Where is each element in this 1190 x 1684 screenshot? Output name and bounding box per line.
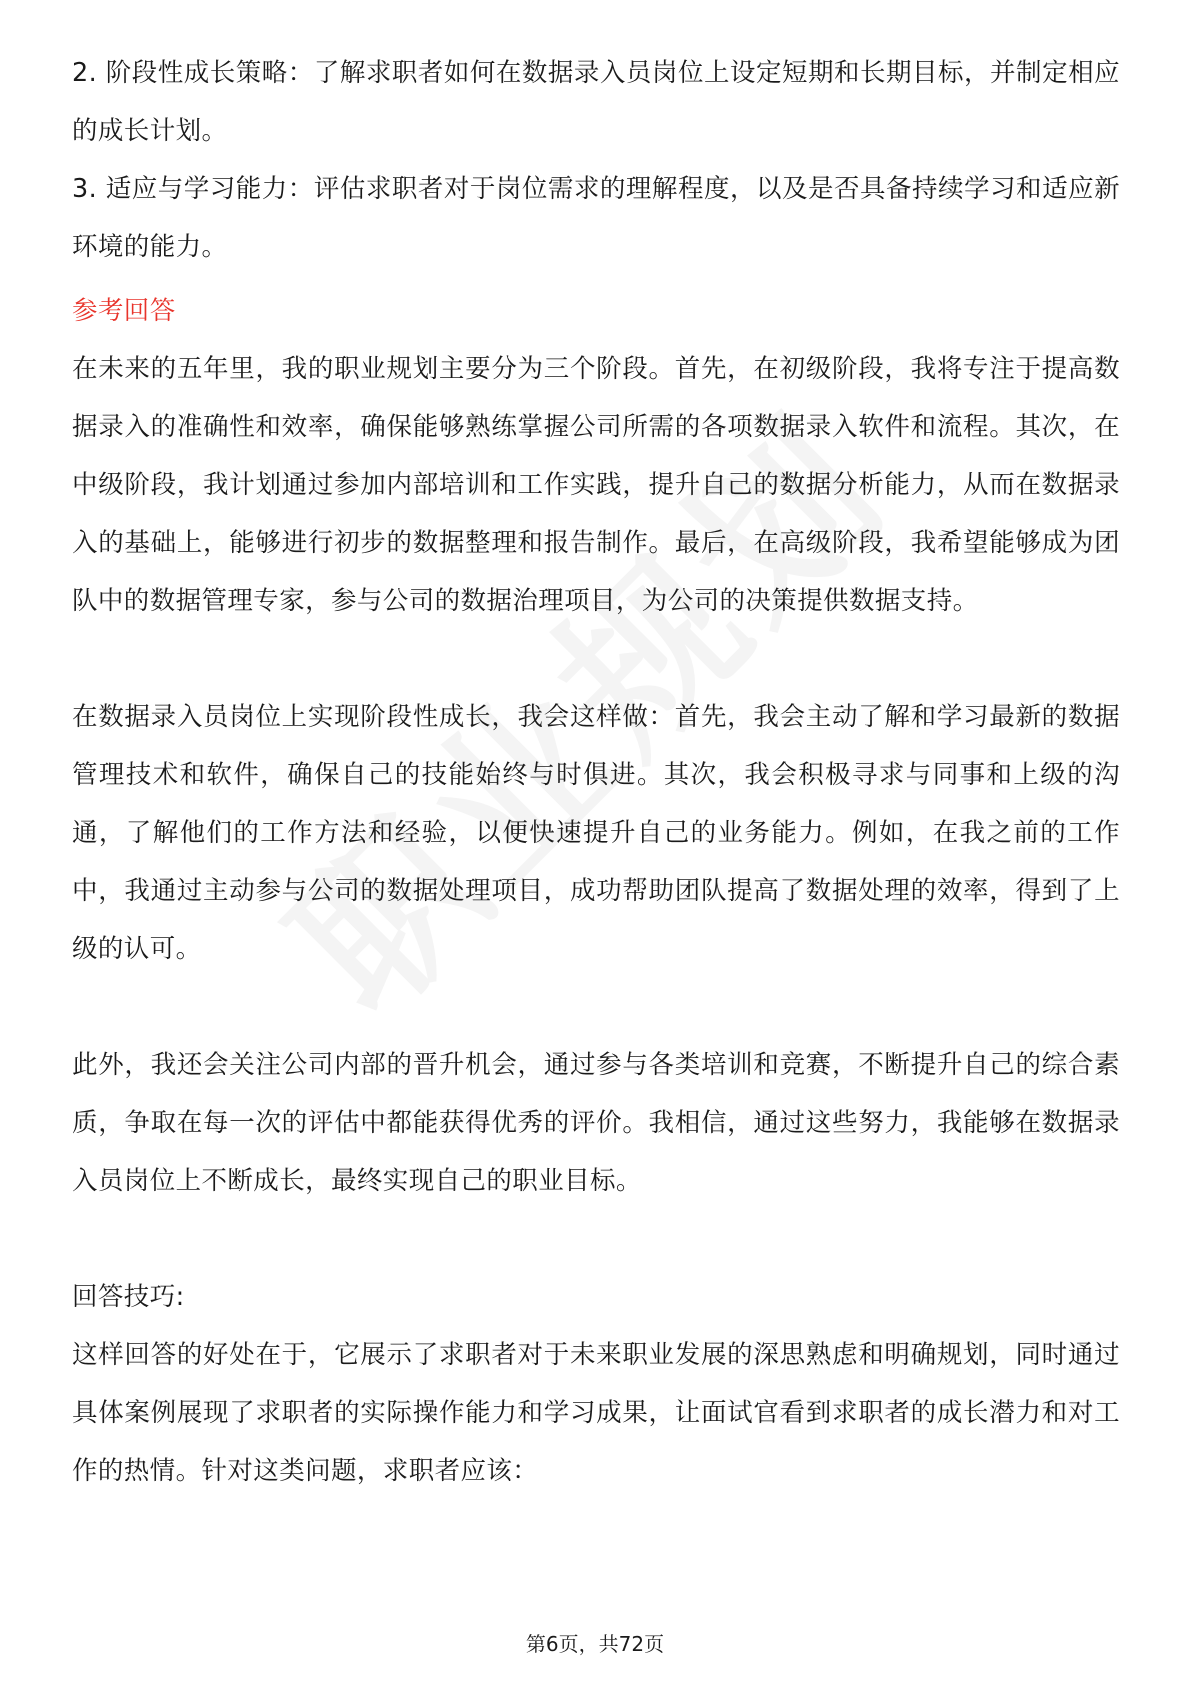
paragraph-gap: [72, 978, 1120, 1036]
answer-paragraph-3: 此外，我还会关注公司内部的晋升机会，通过参与各类培训和竞赛，不断提升自己的综合素质，争取在每一次的评估中都能获得优秀的评价。我相信，通过这些努力，我能够在数据录入员岗位上不断成长，最终实现自己的职业目标。: [72, 1050, 1120, 1196]
tips-title: 回答技巧:: [72, 1282, 185, 1312]
paragraph-gap: [72, 1210, 1120, 1268]
paragraph-gap: [72, 630, 1120, 688]
answer-paragraph-1: 在未来的五年里，我的职业规划主要分为三个阶段。首先，在初级阶段，我将专注于提高数据录入的准确性和效率，确保能够熟练掌握公司所需的各项数据录入软件和流程。其次，在中级阶段，我计划通过参加内部培训和工作实践，提升自己的数据分析能力，从而在数据录入的基础上，能够进行初步的数据整理和报告制作。最后，在高级阶段，我希望能够成为团队中的数据管理专家，参与公司的数据治理项目，为公司的决策提供数据支持。: [72, 354, 1120, 616]
page-number-label: 第6页，共72页: [525, 1632, 665, 1656]
document-page: [72, 44, 1120, 1500]
page-footer: [0, 1628, 1190, 1657]
intro-point-3: 3. 适应与学习能力：评估求职者对于岗位需求的理解程度，以及是否具备持续学习和适应新环境的能力。: [72, 174, 1120, 262]
reference-answer-title: 参考回答: [72, 296, 176, 326]
answer-paragraph-2: 在数据录入员岗位上实现阶段性成长，我会这样做：首先，我会主动了解和学习最新的数据管理技术和软件，确保自己的技能始终与时俱进。其次，我会积极寻求与同事和上级的沟通，了解他们的工作方法和经验，以便快速提升自己的业务能力。例如，在我之前的工作中，我通过主动参与公司的数据处理项目，成功帮助团队提高了数据处理的效率，得到了上级的认可。: [72, 702, 1120, 964]
tips-paragraph: 这样回答的好处在于，它展示了求职者对于未来职业发展的深思熟虑和明确规划，同时通过具体案例展现了求职者的实际操作能力和学习成果，让面试官看到求职者的成长潜力和对工作的热情。针对这类问题，求职者应该：: [72, 1340, 1120, 1486]
intro-point-2: 2. 阶段性成长策略：了解求职者如何在数据录入员岗位上设定短期和长期目标，并制定相应的成长计划。: [72, 58, 1120, 146]
